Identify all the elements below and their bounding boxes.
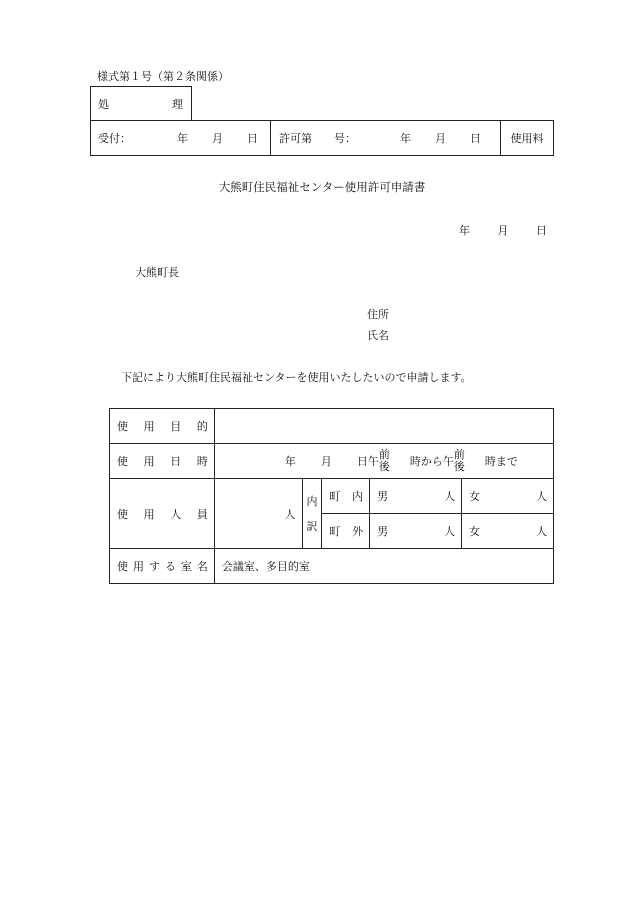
datetime-value-cell[interactable]	[214, 444, 553, 479]
permit-label: 許可第 号：	[279, 132, 356, 145]
permit-month: 月	[435, 132, 446, 145]
purpose-char-4: 的	[196, 420, 208, 433]
period1-pm: 後	[378, 460, 390, 473]
room-char-6: 名	[196, 560, 208, 573]
breakdown-char-1: 内	[306, 494, 318, 508]
processing-char-2: 理	[172, 97, 183, 111]
persons-char-3: 人	[170, 507, 182, 521]
in-town-male-cell[interactable]	[370, 479, 462, 514]
date-year: 年	[459, 224, 470, 237]
room-char-5: 室	[180, 560, 192, 573]
room-label-cell	[110, 549, 215, 584]
in-town-male-label: 男	[377, 490, 389, 503]
application-date	[459, 222, 547, 238]
processing-header-cell	[91, 87, 192, 121]
out-town-male-unit: 人	[444, 525, 456, 538]
out-town-female-unit: 人	[536, 525, 547, 538]
datetime-year: 年	[284, 455, 296, 468]
purpose-char-1: 使	[117, 420, 128, 433]
in-town-label-cell	[322, 479, 370, 514]
datetime-day: 日	[356, 455, 368, 468]
out-town-male-label: 男	[377, 525, 389, 538]
receipt-month: 月	[212, 132, 223, 145]
receipt-cell	[91, 121, 271, 156]
datetime-char-4: 時	[196, 455, 208, 468]
receipt-label: 受付：	[98, 132, 131, 145]
datetime-char-1: 使	[117, 455, 128, 468]
in-town-female-unit: 人	[536, 490, 547, 503]
out-town-char-1: 町	[329, 525, 341, 538]
datetime-from-text: 時から午	[409, 455, 454, 468]
receipt-day: 日	[247, 132, 258, 145]
datetime-label-cell	[110, 444, 215, 479]
room-char-3: す	[148, 560, 160, 573]
persons-char-1: 使	[117, 507, 128, 521]
room-value: 会議室、多目的室	[221, 560, 310, 573]
room-value-cell[interactable]	[214, 549, 553, 584]
fee-cell	[501, 121, 554, 156]
room-char-2: 用	[132, 560, 144, 573]
room-char-4: る	[164, 560, 176, 573]
processing-char-1: 処	[98, 97, 109, 111]
datetime-char-2: 用	[143, 455, 155, 468]
purpose-char-2: 用	[143, 420, 155, 433]
datetime-period1-prefix: 午	[367, 455, 379, 468]
permit-cell	[271, 121, 501, 156]
receipt-year: 年	[177, 132, 188, 145]
permit-day: 日	[470, 132, 481, 145]
datetime-char-3: 日	[170, 455, 182, 468]
purpose-label-cell	[110, 409, 215, 444]
in-town-char-2: 内	[352, 490, 364, 503]
document-title: 大熊町住民福祉センター使用許可申請書	[218, 180, 426, 194]
intro-text: 下記により大熊町住民福祉センターを使用いたしたいので申請します。	[121, 371, 472, 384]
in-town-female-label: 女	[469, 490, 481, 503]
out-town-male-cell[interactable]	[370, 514, 462, 549]
form-number-label: 様式第１号（第２条関係）	[97, 70, 229, 83]
persons-unit: 人	[284, 507, 296, 521]
period2-pm: 後	[453, 460, 465, 473]
name-label: 氏名	[367, 329, 389, 342]
breakdown-char-2: 訳	[306, 519, 318, 533]
processing-table	[90, 86, 554, 156]
datetime-month: 月	[320, 455, 332, 468]
out-town-label-cell	[322, 514, 370, 549]
fee-label: 使用料	[510, 132, 544, 145]
room-char-1: 使	[117, 560, 128, 573]
datetime-period2-choice	[454, 449, 465, 473]
persons-label-cell	[110, 479, 215, 549]
out-town-char-2: 外	[352, 525, 364, 538]
breakdown-label-cell	[302, 479, 322, 549]
addressee: 大熊町長	[135, 266, 179, 279]
datetime-to-text: 時まで	[484, 455, 518, 468]
out-town-female-label: 女	[469, 525, 481, 538]
persons-total-cell[interactable]	[214, 479, 302, 549]
permit-year: 年	[400, 132, 411, 145]
date-month: 月	[497, 224, 509, 237]
date-day: 日	[536, 224, 547, 237]
address-label: 住所	[367, 308, 389, 321]
purpose-value-cell[interactable]	[214, 409, 553, 444]
in-town-female-cell[interactable]	[462, 479, 554, 514]
persons-char-2: 用	[143, 507, 155, 521]
out-town-female-cell[interactable]	[462, 514, 554, 549]
period1-am: 前	[378, 448, 390, 461]
in-town-male-unit: 人	[444, 490, 456, 503]
datetime-period1-choice	[379, 449, 390, 473]
application-form-table	[109, 408, 554, 584]
period2-am: 前	[453, 448, 465, 461]
purpose-char-3: 目	[170, 420, 182, 433]
in-town-char-1: 町	[329, 490, 341, 503]
persons-char-4: 員	[196, 507, 208, 521]
